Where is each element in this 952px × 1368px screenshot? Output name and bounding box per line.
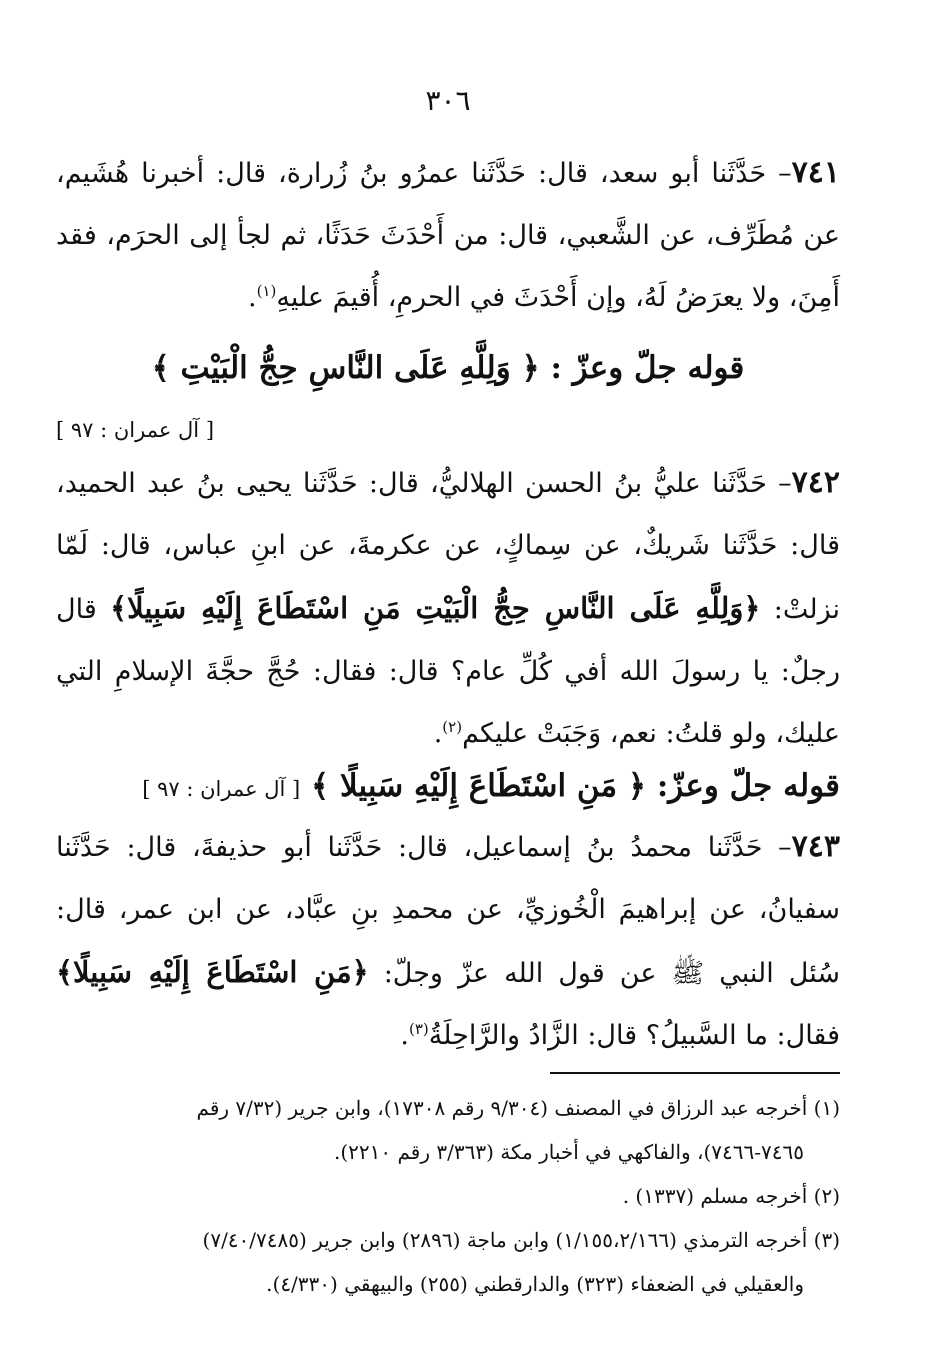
hadith-741 <box>56 142 840 329</box>
hadith-end: . <box>400 1020 409 1051</box>
verse-reference: [ آل عمران : ٩٧ ] <box>142 777 301 801</box>
footnote-ref: (٣) <box>408 1020 429 1038</box>
footnote-2 <box>56 1174 840 1218</box>
quran-verse: ﴿مَنِ اسْتَطَاعَ إِلَيْهِ سَبِيلًا﴾ <box>56 955 369 989</box>
quran-verse: ﴿وَلِلَّهِ عَلَى النَّاسِ حِجُّ الْبَيْتِ مَنِ اسْتَطَاعَ إِلَيْهِ سَبِيلًا﴾ <box>110 591 761 625</box>
footnote-marker: (١) <box>813 1096 840 1120</box>
hadith-text-2: قال رجلٌ: يا رسولَ الله أفي كُلِّ عام؟ قال: فقال: حُجَّ حجَّةَ الإسلامِ التي عليك، ولو قلتُ: نعم، وَجَبَتْ عليكم <box>56 594 840 749</box>
footnote-marker: (٢) <box>813 1184 840 1208</box>
hadith-end: . <box>247 282 257 313</box>
hadith-number: ٧٤١ <box>791 155 840 190</box>
hadith-text: – حَدَّثَنا أبو سعد، قال: حَدَّثَنا عمرُو بنُ زُرارة، قال: أخبرنا هُشَيم، عن مُطَرِّف، عن الشَّعبي، قال: من أَحْدَثَ حَدَثًا، ثم لجأ إلى الحرَم، فقد أَمِنَ، ولا يعرَضُ لَهُ، وإن أَحْدَثَ في الحرمِ، أُقيمَ عليهِ <box>56 158 840 313</box>
quran-verse: ﴿ وَلِلَّهِ عَلَى النَّاسِ حِجُّ الْبَيْتِ ﴾ <box>151 350 540 386</box>
footnote-1 <box>56 1086 840 1130</box>
hadith-text-2: فقال: ما السَّبيلُ؟ قال: الزَّادُ والرَّاحِلَةُ <box>428 1020 840 1051</box>
footnote-3 <box>56 1218 840 1262</box>
hadith-end: . <box>433 718 443 749</box>
hadith-743 <box>56 816 840 1067</box>
footnote-separator <box>550 1072 840 1074</box>
hadith-text: – حَدَّثَنا عليُّ بنُ الحسن الهلاليُّ، قال: حَدَّثَنا يحيى بنُ عبد الحميد، قال: حَدَّثَنا شَريكٌ، عن سِماكٍ، عن عكرمةَ، عن ابنِ عباس، قال: لَمّا نزلتْ: <box>56 468 840 625</box>
heading-prefix: قوله جلّ وعزّ: <box>646 768 840 804</box>
book-page <box>56 0 840 1368</box>
footnote-text: أخرجه مسلم (١٣٣٧) . <box>622 1184 808 1208</box>
page-number: ٣٠٦ <box>425 84 471 117</box>
footnotes <box>56 1086 840 1306</box>
footnote-ref: (٢) <box>442 718 463 736</box>
verse-reference: [ آل عمران : ٩٧ ] <box>56 418 215 442</box>
footnote-ref: (١) <box>256 282 277 300</box>
hadith-number: ٧٤٣ <box>791 829 840 864</box>
section-heading-1 <box>56 350 840 386</box>
section-heading-2 <box>56 768 840 804</box>
hadith-742 <box>56 452 840 765</box>
footnote-marker: (٣) <box>813 1228 840 1252</box>
footnote-text: أخرجه عبد الرزاق في المصنف (٩/٣٠٤ رقم ١٧٣٠٨)، وابن جرير (٧/٣٢ رقم <box>196 1096 808 1120</box>
footnote-text: أخرجه الترمذي (١/١٥٥،٢/١٦٦) وابن ماجة (٢٨٩٦) وابن جرير (٧/٤٠/٧٤٨٥) <box>202 1228 808 1252</box>
quran-verse: ﴿ مَنِ اسْتَطَاعَ إِلَيْهِ سَبِيلًا ﴾ <box>311 768 647 804</box>
footnote-3-continued: والعقيلي في الضعفاء (٣٢٣) والدارقطني (٢٥٥) والبيهقي (٤/٣٣٠). <box>266 1272 804 1296</box>
footnote-1-continued: ٧٤٦٥-٧٤٦٦)، والفاكهي في أخبار مكة (٣/٣٦٣ رقم ٢٢١٠). <box>333 1140 804 1164</box>
heading-prefix: قوله جلّ وعزّ : <box>539 350 745 386</box>
hadith-number: ٧٤٢ <box>791 465 840 500</box>
hadith-text: – حَدَّثَنا محمدُ بنُ إسماعيل، قال: حَدَّثَنا أبو حذيفةَ، قال: حَدَّثَنا سفيانُ، عن إبراهيمَ الْخُوزيِّ، عن محمدِ بنِ عبَّاد، عن ابن عمر، قال: سُئل النبي ﷺ عن قول الله عزّ وجلّ: <box>56 832 840 989</box>
